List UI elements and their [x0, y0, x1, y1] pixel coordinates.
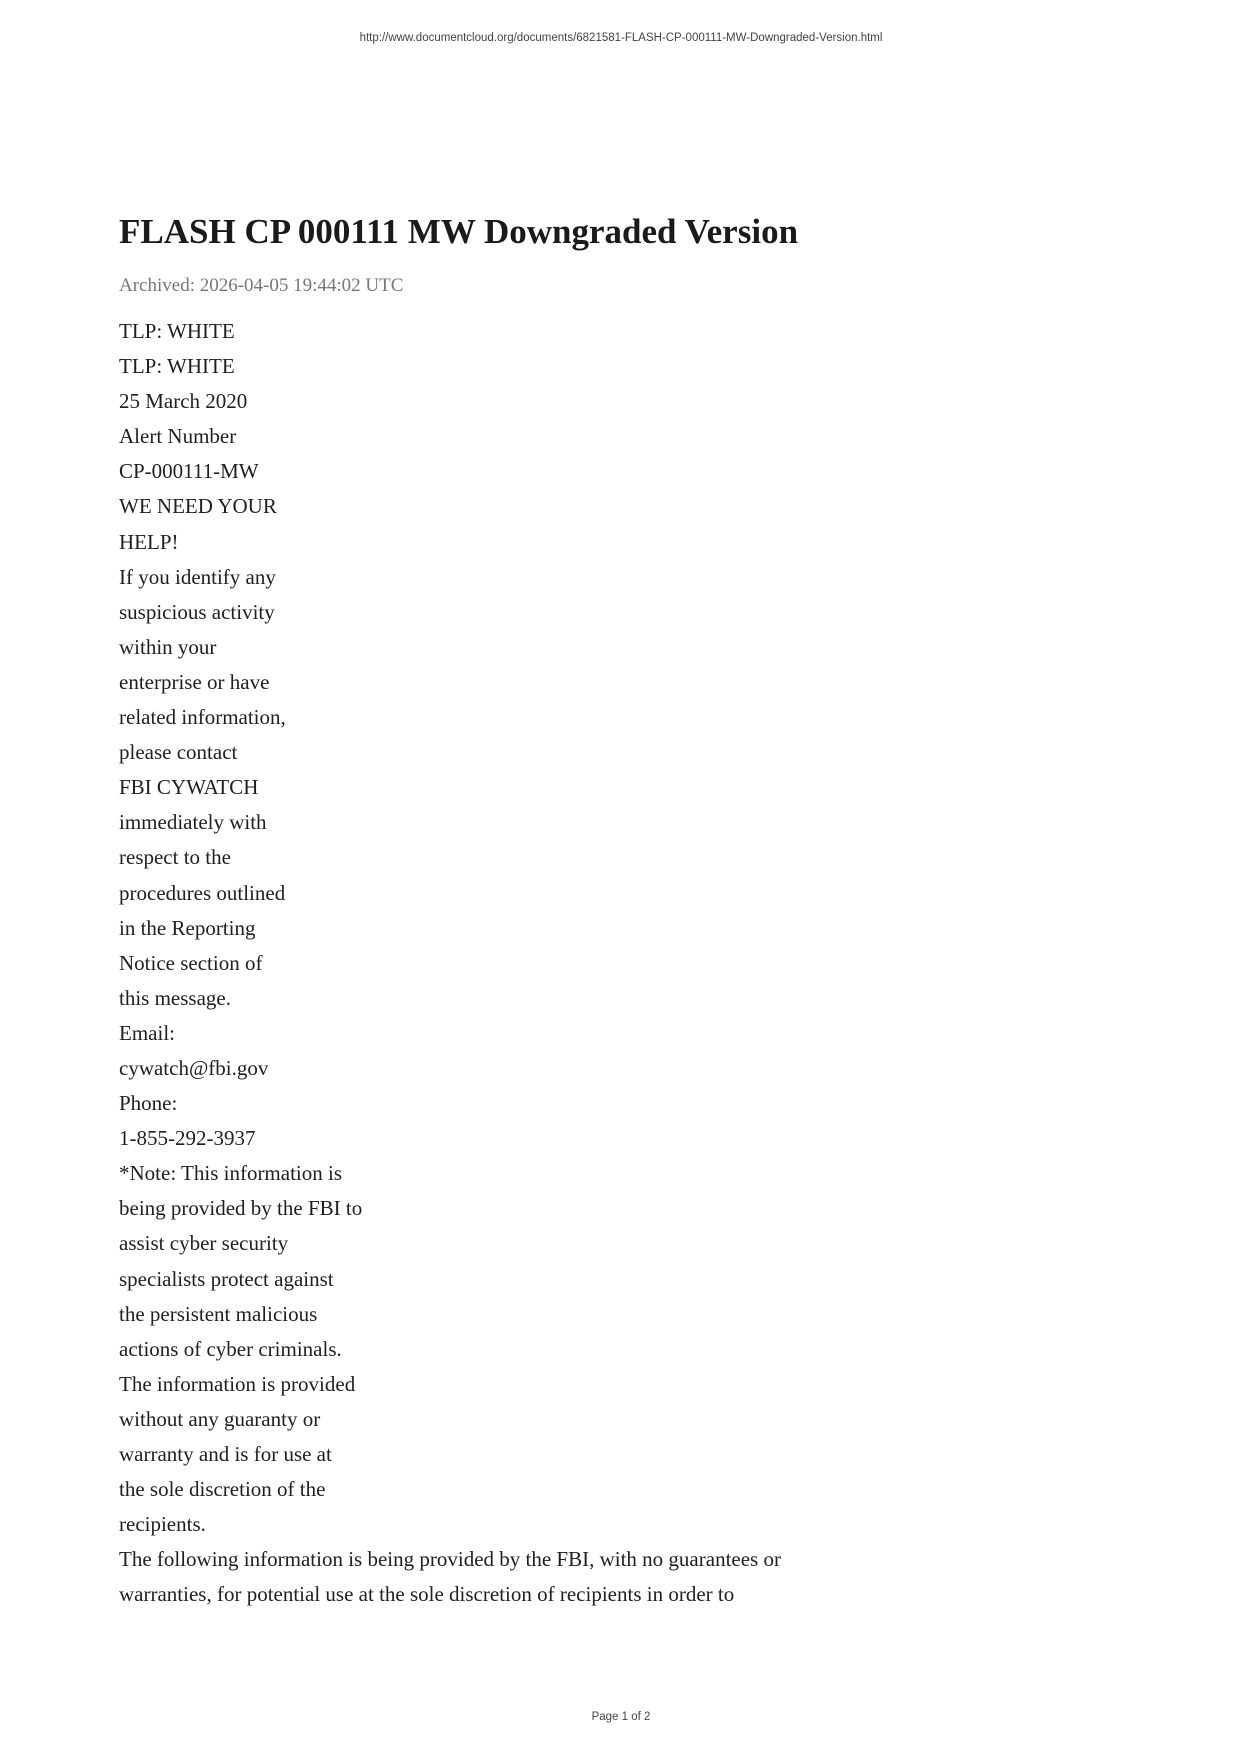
- body-line: The information is provided: [119, 1371, 356, 1396]
- email-address: cywatch@fbi.gov: [119, 1055, 269, 1080]
- body-line: the sole discretion of the: [119, 1477, 326, 1502]
- body-line: related information,: [119, 705, 286, 730]
- document-body: [119, 314, 1119, 1612]
- document-title: FLASH CP 000111 MW Downgraded Version: [119, 212, 799, 251]
- body-line: recipients.: [119, 1512, 206, 1537]
- phone-number: 1-855-292-3937: [119, 1126, 256, 1151]
- body-line: If you identify any: [119, 564, 276, 589]
- body-line: warranty and is for use at: [119, 1442, 332, 1466]
- body-line: within your: [119, 634, 217, 659]
- body-line: in the Reporting: [119, 915, 256, 940]
- body-line: immediately with: [119, 810, 267, 835]
- body-line: warranties, for potential use at the sole discretion of recipients in order to: [119, 1582, 735, 1607]
- body-line: Notice section of: [119, 950, 263, 975]
- body-line: assist cyber security: [119, 1231, 289, 1256]
- body-line: without any guaranty or: [119, 1406, 321, 1431]
- body-line: actions of cyber criminals.: [119, 1336, 342, 1361]
- body-line: this message.: [119, 985, 231, 1010]
- body-line: HELP!: [119, 529, 179, 554]
- source-url: http://www.documentcloud.org/documents/6821581-FLASH-CP-000111-MW-Downgraded-Version.html: [359, 32, 883, 44]
- body-line: *Note: This information is: [119, 1161, 343, 1186]
- body-line: respect to the: [119, 845, 231, 870]
- body-line: procedures outlined: [119, 880, 286, 905]
- email-label: Email:: [119, 1020, 175, 1045]
- body-line: enterprise or have: [119, 669, 270, 694]
- body-line: TLP: WHITE: [119, 354, 235, 379]
- body-line: Alert Number: [119, 424, 237, 449]
- body-line: the persistent malicious: [119, 1301, 318, 1326]
- body-line: please contact: [119, 740, 238, 765]
- document-content: [119, 210, 1119, 1612]
- body-line: WE NEED YOUR: [119, 494, 277, 519]
- body-line: being provided by the FBI to: [119, 1196, 363, 1221]
- body-line: 25 March 2020: [119, 389, 248, 414]
- body-line: specialists protect against: [119, 1266, 334, 1291]
- phone-label: Phone:: [119, 1091, 178, 1116]
- body-line: suspicious activity: [119, 599, 275, 624]
- page-number: Page 1 of 2: [591, 1711, 651, 1723]
- body-line: FBI CYWATCH: [119, 775, 259, 800]
- archived-timestamp: Archived: 2026-04-05 19:44:02 UTC: [119, 275, 404, 296]
- body-line: The following information is being provided by the FBI, with no guarantees or: [119, 1547, 781, 1572]
- body-line: TLP: WHITE: [119, 319, 235, 343]
- body-line: CP-000111-MW: [119, 459, 259, 484]
